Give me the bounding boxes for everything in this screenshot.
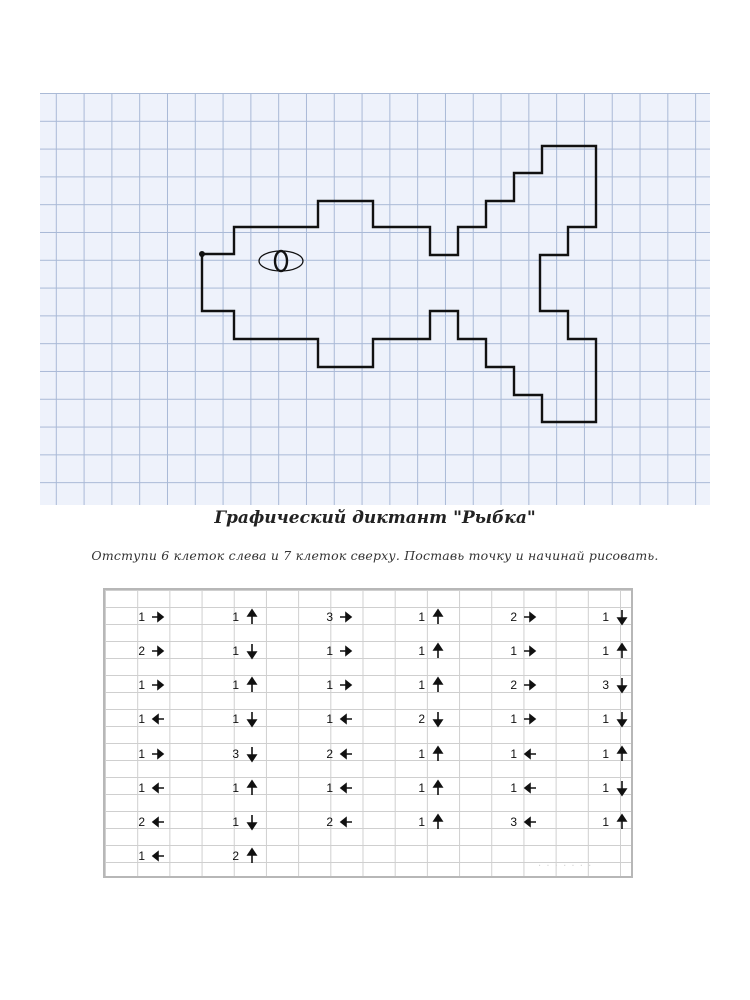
arrow-up-icon <box>430 676 446 694</box>
step-count: 1 <box>418 781 425 795</box>
step-count: 2 <box>510 678 517 692</box>
step-count: 2 <box>138 815 145 829</box>
step-count: 3 <box>510 815 517 829</box>
arrow-left-icon <box>338 779 354 797</box>
dictation-step <box>487 745 547 765</box>
dictation-step <box>395 710 455 730</box>
arrow-left-icon <box>522 779 538 797</box>
step-count: 1 <box>232 678 239 692</box>
step-count: 1 <box>510 712 517 726</box>
dictation-step <box>579 745 639 765</box>
step-count: 1 <box>510 644 517 658</box>
graph-paper <box>40 93 710 505</box>
step-count: 1 <box>232 781 239 795</box>
dictation-step <box>209 676 269 696</box>
step-count: 1 <box>138 610 145 624</box>
dictation-step <box>303 745 363 765</box>
arrow-left-icon <box>522 813 538 831</box>
dictation-step <box>303 676 363 696</box>
arrow-right-icon <box>338 676 354 694</box>
dictation-step <box>303 608 363 628</box>
dictation-step <box>303 642 363 662</box>
step-count: 3 <box>326 610 333 624</box>
arrow-right-icon <box>150 745 166 763</box>
arrow-right-icon <box>150 608 166 626</box>
arrow-down-icon <box>244 745 260 763</box>
arrow-left-icon <box>150 847 166 865</box>
arrow-up-icon <box>244 676 260 694</box>
step-count: 1 <box>418 815 425 829</box>
dictation-step <box>487 676 547 696</box>
dictation-step <box>579 608 639 628</box>
arrow-right-icon <box>150 676 166 694</box>
dictation-step <box>395 745 455 765</box>
step-count: 1 <box>138 781 145 795</box>
dictation-step <box>579 676 639 696</box>
dictation-step <box>579 813 639 833</box>
arrow-up-icon <box>244 779 260 797</box>
step-count: 1 <box>326 678 333 692</box>
step-count: 1 <box>602 781 609 795</box>
arrow-down-icon <box>614 608 630 626</box>
page-title: Графический диктант "Рыбка" <box>214 508 536 528</box>
arrow-left-icon <box>150 710 166 728</box>
step-count: 2 <box>138 644 145 658</box>
arrow-right-icon <box>522 608 538 626</box>
arrow-up-icon <box>244 847 260 865</box>
step-count: 1 <box>602 712 609 726</box>
dictation-step <box>579 779 639 799</box>
step-count: 3 <box>232 747 239 761</box>
arrow-left-icon <box>338 745 354 763</box>
fish-eye-inner <box>275 251 287 271</box>
arrow-right-icon <box>150 642 166 660</box>
arrow-down-icon <box>244 642 260 660</box>
fish-eye-outer <box>259 251 303 271</box>
arrow-up-icon <box>614 642 630 660</box>
step-count: 1 <box>510 747 517 761</box>
step-count: 1 <box>510 781 517 795</box>
step-count: 1 <box>326 712 333 726</box>
step-count: 1 <box>138 849 145 863</box>
dictation-step <box>395 608 455 628</box>
step-count: 2 <box>510 610 517 624</box>
dictation-step <box>487 608 547 628</box>
step-count: 1 <box>232 610 239 624</box>
dictation-step <box>395 676 455 696</box>
arrow-up-icon <box>614 813 630 831</box>
dictation-step <box>209 779 269 799</box>
start-dot <box>199 251 205 257</box>
arrow-left-icon <box>150 779 166 797</box>
arrow-up-icon <box>430 642 446 660</box>
step-count: 2 <box>326 815 333 829</box>
dictation-step <box>209 745 269 765</box>
step-count: 2 <box>326 747 333 761</box>
dictation-step <box>115 676 175 696</box>
step-count: 1 <box>232 712 239 726</box>
step-count: 1 <box>138 678 145 692</box>
step-count: 1 <box>326 644 333 658</box>
step-count: 1 <box>602 644 609 658</box>
arrow-up-icon <box>244 608 260 626</box>
arrow-left-icon <box>338 710 354 728</box>
dictation-step <box>487 779 547 799</box>
arrow-up-icon <box>430 745 446 763</box>
dictation-step <box>115 745 175 765</box>
step-count: 2 <box>232 849 239 863</box>
fish-drawing <box>40 93 710 505</box>
dictation-step <box>303 813 363 833</box>
step-count: 3 <box>602 678 609 692</box>
dictation-step <box>115 608 175 628</box>
dictation-step <box>115 710 175 730</box>
step-count: 1 <box>326 781 333 795</box>
step-count: 1 <box>602 747 609 761</box>
step-count: 1 <box>418 678 425 692</box>
dictation-step <box>303 710 363 730</box>
dictation-step <box>487 710 547 730</box>
dictation-step <box>209 642 269 662</box>
dictation-step <box>579 710 639 730</box>
dictation-step <box>487 813 547 833</box>
step-count: 1 <box>138 747 145 761</box>
step-count: 1 <box>602 610 609 624</box>
dictation-step <box>115 642 175 662</box>
arrow-up-icon <box>430 779 446 797</box>
dictation-step <box>209 847 269 867</box>
arrow-up-icon <box>614 745 630 763</box>
arrow-left-icon <box>522 745 538 763</box>
arrow-right-icon <box>522 676 538 694</box>
step-count: 1 <box>232 815 239 829</box>
arrow-up-icon <box>430 608 446 626</box>
dictation-step <box>209 710 269 730</box>
dictation-step <box>115 779 175 799</box>
arrow-down-icon <box>430 710 446 728</box>
step-count: 1 <box>138 712 145 726</box>
arrow-right-icon <box>338 642 354 660</box>
arrow-left-icon <box>338 813 354 831</box>
step-count: 1 <box>418 644 425 658</box>
dictation-step <box>115 847 175 867</box>
dictation-step <box>487 642 547 662</box>
arrow-down-icon <box>614 779 630 797</box>
dictation-step <box>303 779 363 799</box>
dictation-step <box>209 608 269 628</box>
dictation-step <box>209 813 269 833</box>
step-count: 1 <box>602 815 609 829</box>
step-count: 1 <box>418 610 425 624</box>
step-count: 1 <box>232 644 239 658</box>
step-count: 1 <box>418 747 425 761</box>
dictation-step <box>395 779 455 799</box>
arrow-down-icon <box>244 813 260 831</box>
arrow-right-icon <box>338 608 354 626</box>
dictation-table <box>103 588 633 878</box>
arrow-right-icon <box>522 710 538 728</box>
arrow-up-icon <box>430 813 446 831</box>
dictation-step <box>115 813 175 833</box>
arrow-down-icon <box>614 710 630 728</box>
dictation-step <box>395 813 455 833</box>
fish-outline <box>202 146 596 422</box>
arrow-right-icon <box>522 642 538 660</box>
watermark: · · · · · · · <box>538 861 593 872</box>
arrow-down-icon <box>614 676 630 694</box>
dictation-step <box>579 642 639 662</box>
arrow-left-icon <box>150 813 166 831</box>
instruction-text: Отступи 6 клеток слева и 7 клеток сверху. Поставь точку и начинай рисовать. <box>91 548 659 563</box>
step-count: 2 <box>418 712 425 726</box>
dictation-step <box>395 642 455 662</box>
arrow-down-icon <box>244 710 260 728</box>
